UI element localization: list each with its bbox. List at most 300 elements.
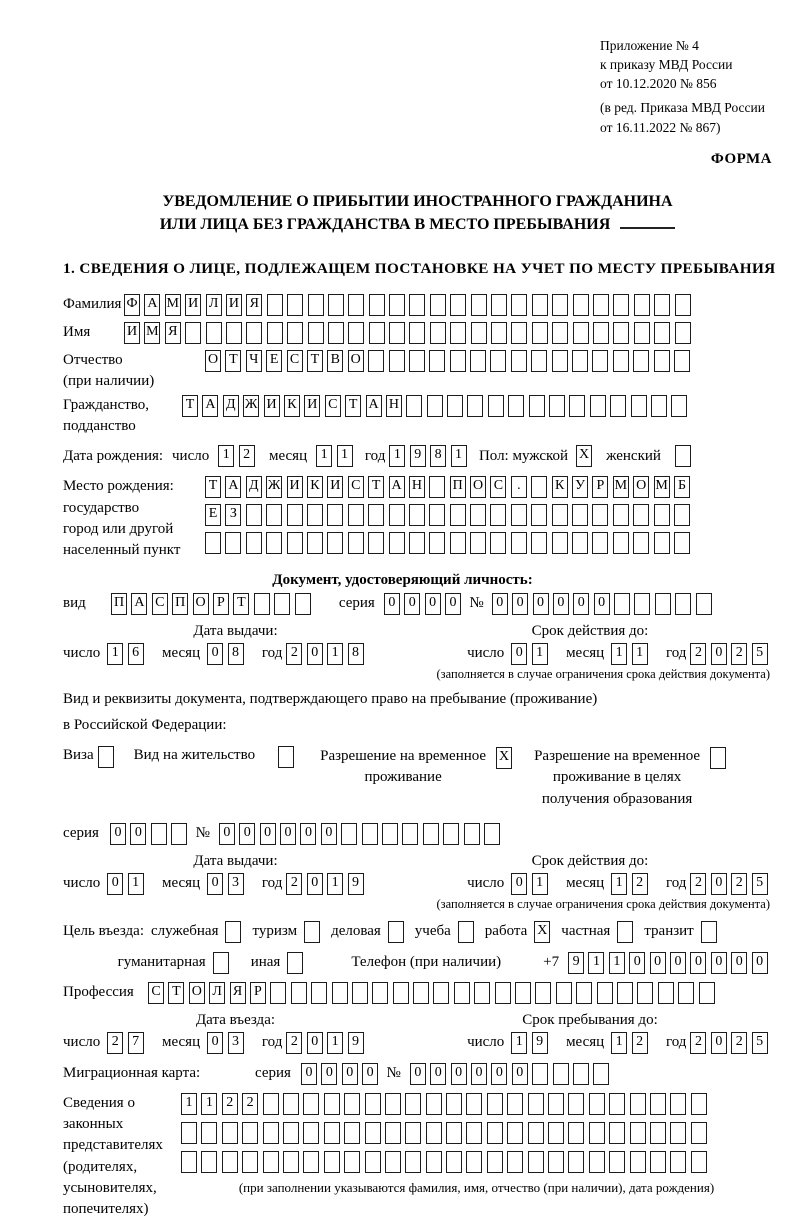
form-cell[interactable]: [609, 1093, 625, 1115]
form-cell[interactable]: [630, 1122, 646, 1144]
form-cell[interactable]: [495, 982, 511, 1004]
form-cell[interactable]: [675, 294, 691, 316]
form-cell[interactable]: [369, 322, 385, 344]
form-cell[interactable]: З: [225, 504, 241, 526]
form-cell[interactable]: [593, 1063, 609, 1085]
form-cell[interactable]: В: [327, 350, 343, 372]
form-cell[interactable]: [470, 532, 486, 554]
form-cell[interactable]: [307, 504, 323, 526]
form-cell[interactable]: [552, 532, 568, 554]
form-cell[interactable]: 0: [301, 1063, 317, 1085]
form-cell[interactable]: 1: [611, 1032, 627, 1054]
form-cell[interactable]: Р: [213, 593, 229, 615]
form-cell[interactable]: Л: [209, 982, 225, 1004]
form-cell[interactable]: Ж: [266, 476, 282, 498]
form-cell[interactable]: 9: [348, 1032, 364, 1054]
form-cell[interactable]: [592, 504, 608, 526]
form-cell[interactable]: [532, 294, 548, 316]
form-cell[interactable]: [267, 294, 283, 316]
form-cell[interactable]: Н: [386, 395, 402, 417]
form-cell[interactable]: [270, 982, 286, 1004]
form-cell[interactable]: [368, 504, 384, 526]
form-cell[interactable]: 2: [690, 873, 706, 895]
form-cell[interactable]: 9: [568, 952, 584, 974]
form-cell[interactable]: 0: [207, 643, 223, 665]
form-cell[interactable]: [670, 1122, 686, 1144]
form-cell[interactable]: 0: [445, 593, 461, 615]
form-cell[interactable]: [613, 322, 629, 344]
form-cell[interactable]: [613, 532, 629, 554]
form-cell[interactable]: [487, 1151, 503, 1173]
form-cell[interactable]: 0: [219, 823, 235, 845]
form-cell[interactable]: 2: [690, 1032, 706, 1054]
form-cell[interactable]: 1: [201, 1093, 217, 1115]
form-cell[interactable]: [474, 982, 490, 1004]
form-cell[interactable]: 7: [128, 1032, 144, 1054]
form-cell[interactable]: 0: [471, 1063, 487, 1085]
form-cell[interactable]: [274, 593, 290, 615]
form-cell[interactable]: 1: [532, 643, 548, 665]
form-cell[interactable]: [429, 350, 445, 372]
temp-residence-education-checkbox[interactable]: [710, 747, 726, 769]
form-cell[interactable]: [589, 1122, 605, 1144]
form-cell[interactable]: 0: [207, 873, 223, 895]
form-cell[interactable]: [181, 1122, 197, 1144]
form-cell[interactable]: 1: [588, 952, 604, 974]
form-cell[interactable]: А: [389, 476, 405, 498]
form-cell[interactable]: Е: [205, 504, 221, 526]
form-cell[interactable]: [328, 322, 344, 344]
form-cell[interactable]: [466, 1093, 482, 1115]
form-cell[interactable]: [430, 294, 446, 316]
form-cell[interactable]: [308, 322, 324, 344]
form-cell[interactable]: [670, 1093, 686, 1115]
official-checkbox[interactable]: [225, 921, 241, 943]
form-cell[interactable]: 1: [451, 445, 467, 467]
form-cell[interactable]: П: [450, 476, 466, 498]
form-cell[interactable]: [287, 504, 303, 526]
form-cell[interactable]: 5: [752, 1032, 768, 1054]
form-cell[interactable]: 0: [511, 643, 527, 665]
form-cell[interactable]: 0: [451, 1063, 467, 1085]
form-cell[interactable]: [303, 1151, 319, 1173]
form-cell[interactable]: [592, 532, 608, 554]
form-cell[interactable]: [303, 1122, 319, 1144]
form-cell[interactable]: [548, 1093, 564, 1115]
form-cell[interactable]: [634, 593, 650, 615]
form-cell[interactable]: [654, 294, 670, 316]
form-cell[interactable]: А: [225, 476, 241, 498]
form-cell[interactable]: [362, 823, 378, 845]
form-cell[interactable]: О: [189, 982, 205, 1004]
form-cell[interactable]: [402, 823, 418, 845]
form-cell[interactable]: 0: [573, 593, 589, 615]
form-cell[interactable]: [307, 532, 323, 554]
form-cell[interactable]: [430, 322, 446, 344]
form-cell[interactable]: [634, 322, 650, 344]
form-cell[interactable]: 0: [307, 643, 323, 665]
tourism-checkbox[interactable]: [304, 921, 320, 943]
form-cell[interactable]: 1: [316, 445, 332, 467]
form-cell[interactable]: С: [148, 982, 164, 1004]
form-cell[interactable]: Я: [230, 982, 246, 1004]
form-cell[interactable]: [466, 1151, 482, 1173]
form-cell[interactable]: 0: [711, 643, 727, 665]
form-cell[interactable]: [552, 294, 568, 316]
form-cell[interactable]: Т: [168, 982, 184, 1004]
form-cell[interactable]: [406, 395, 422, 417]
form-cell[interactable]: [528, 1122, 544, 1144]
visa-checkbox[interactable]: [98, 746, 114, 768]
form-cell[interactable]: 9: [410, 445, 426, 467]
form-cell[interactable]: [368, 532, 384, 554]
form-cell[interactable]: [678, 982, 694, 1004]
form-cell[interactable]: 0: [107, 873, 123, 895]
form-cell[interactable]: [674, 504, 690, 526]
form-cell[interactable]: [511, 322, 527, 344]
form-cell[interactable]: [613, 294, 629, 316]
form-cell[interactable]: [613, 504, 629, 526]
temp-residence-checkbox[interactable]: X: [496, 747, 512, 769]
form-cell[interactable]: [423, 823, 439, 845]
form-cell[interactable]: [633, 350, 649, 372]
form-cell[interactable]: [699, 982, 715, 1004]
form-cell[interactable]: [637, 982, 653, 1004]
form-cell[interactable]: 5: [752, 643, 768, 665]
form-cell[interactable]: [691, 1151, 707, 1173]
form-cell[interactable]: [651, 395, 667, 417]
form-cell[interactable]: [242, 1151, 258, 1173]
form-cell[interactable]: [610, 395, 626, 417]
form-cell[interactable]: И: [226, 294, 242, 316]
form-cell[interactable]: 1: [327, 873, 343, 895]
form-cell[interactable]: 1: [327, 643, 343, 665]
form-cell[interactable]: С: [348, 476, 364, 498]
form-cell[interactable]: [633, 504, 649, 526]
form-cell[interactable]: [484, 823, 500, 845]
form-cell[interactable]: [324, 1151, 340, 1173]
form-cell[interactable]: [324, 1122, 340, 1144]
study-checkbox[interactable]: [458, 921, 474, 943]
form-cell[interactable]: [696, 593, 712, 615]
form-cell[interactable]: 0: [239, 823, 255, 845]
form-cell[interactable]: Т: [307, 350, 323, 372]
form-cell[interactable]: 2: [222, 1093, 238, 1115]
form-cell[interactable]: 2: [690, 643, 706, 665]
form-cell[interactable]: 2: [632, 1032, 648, 1054]
form-cell[interactable]: [654, 532, 670, 554]
form-cell[interactable]: [429, 504, 445, 526]
form-cell[interactable]: [151, 823, 167, 845]
form-cell[interactable]: 6: [128, 643, 144, 665]
form-cell[interactable]: 0: [430, 1063, 446, 1085]
form-cell[interactable]: [409, 350, 425, 372]
form-cell[interactable]: [470, 350, 486, 372]
form-cell[interactable]: Т: [233, 593, 249, 615]
form-cell[interactable]: [614, 593, 630, 615]
form-cell[interactable]: [471, 294, 487, 316]
form-cell[interactable]: 9: [348, 873, 364, 895]
form-cell[interactable]: [450, 532, 466, 554]
form-cell[interactable]: Т: [225, 350, 241, 372]
form-cell[interactable]: А: [131, 593, 147, 615]
form-cell[interactable]: [654, 504, 670, 526]
form-cell[interactable]: [348, 504, 364, 526]
form-cell[interactable]: [291, 982, 307, 1004]
form-cell[interactable]: [327, 532, 343, 554]
form-cell[interactable]: [348, 294, 364, 316]
form-cell[interactable]: [654, 322, 670, 344]
form-cell[interactable]: [552, 350, 568, 372]
form-cell[interactable]: [263, 1093, 279, 1115]
form-cell[interactable]: 0: [342, 1063, 358, 1085]
form-cell[interactable]: И: [124, 322, 140, 344]
form-cell[interactable]: [613, 350, 629, 372]
form-cell[interactable]: 0: [425, 593, 441, 615]
form-cell[interactable]: Л: [206, 294, 222, 316]
form-cell[interactable]: [185, 322, 201, 344]
form-cell[interactable]: [201, 1122, 217, 1144]
form-cell[interactable]: У: [572, 476, 588, 498]
form-cell[interactable]: [548, 1151, 564, 1173]
form-cell[interactable]: [631, 395, 647, 417]
form-cell[interactable]: 0: [670, 952, 686, 974]
form-cell[interactable]: [511, 350, 527, 372]
form-cell[interactable]: [344, 1093, 360, 1115]
form-cell[interactable]: [205, 532, 221, 554]
form-cell[interactable]: [491, 294, 507, 316]
form-cell[interactable]: [266, 504, 282, 526]
form-cell[interactable]: [487, 1093, 503, 1115]
form-cell[interactable]: 1: [389, 445, 405, 467]
form-cell[interactable]: [470, 504, 486, 526]
form-cell[interactable]: [529, 395, 545, 417]
form-cell[interactable]: 8: [348, 643, 364, 665]
form-cell[interactable]: [573, 322, 589, 344]
form-cell[interactable]: 8: [430, 445, 446, 467]
form-cell[interactable]: 0: [491, 1063, 507, 1085]
form-cell[interactable]: [508, 395, 524, 417]
form-cell[interactable]: 1: [181, 1093, 197, 1115]
form-cell[interactable]: [344, 1122, 360, 1144]
form-cell[interactable]: [569, 395, 585, 417]
form-cell[interactable]: 5: [752, 873, 768, 895]
form-cell[interactable]: И: [304, 395, 320, 417]
form-cell[interactable]: И: [185, 294, 201, 316]
form-cell[interactable]: С: [325, 395, 341, 417]
form-cell[interactable]: [427, 395, 443, 417]
form-cell[interactable]: 2: [242, 1093, 258, 1115]
form-cell[interactable]: [511, 294, 527, 316]
form-cell[interactable]: Д: [223, 395, 239, 417]
form-cell[interactable]: [446, 1122, 462, 1144]
form-cell[interactable]: 0: [594, 593, 610, 615]
form-cell[interactable]: [654, 350, 670, 372]
form-cell[interactable]: 1: [218, 445, 234, 467]
form-cell[interactable]: 0: [260, 823, 276, 845]
form-cell[interactable]: [429, 532, 445, 554]
form-cell[interactable]: [491, 322, 507, 344]
form-cell[interactable]: [429, 476, 445, 498]
form-cell[interactable]: 1: [611, 873, 627, 895]
form-cell[interactable]: 0: [321, 823, 337, 845]
form-cell[interactable]: 0: [207, 1032, 223, 1054]
form-cell[interactable]: [263, 1151, 279, 1173]
form-cell[interactable]: [246, 322, 262, 344]
form-cell[interactable]: М: [654, 476, 670, 498]
form-cell[interactable]: 1: [532, 873, 548, 895]
transit-checkbox[interactable]: [701, 921, 717, 943]
work-checkbox[interactable]: X: [534, 921, 550, 943]
form-cell[interactable]: [385, 1093, 401, 1115]
form-cell[interactable]: К: [307, 476, 323, 498]
form-cell[interactable]: А: [202, 395, 218, 417]
other-checkbox[interactable]: [287, 952, 303, 974]
form-cell[interactable]: 3: [228, 1032, 244, 1054]
form-cell[interactable]: [674, 350, 690, 372]
form-cell[interactable]: [528, 1093, 544, 1115]
form-cell[interactable]: [568, 1151, 584, 1173]
form-cell[interactable]: 0: [110, 823, 126, 845]
form-cell[interactable]: [409, 294, 425, 316]
form-cell[interactable]: 0: [629, 952, 645, 974]
form-cell[interactable]: [405, 1151, 421, 1173]
form-cell[interactable]: [675, 322, 691, 344]
form-cell[interactable]: [365, 1151, 381, 1173]
form-cell[interactable]: 0: [711, 952, 727, 974]
form-cell[interactable]: [658, 982, 674, 1004]
form-cell[interactable]: [467, 395, 483, 417]
form-cell[interactable]: [573, 1063, 589, 1085]
form-cell[interactable]: [568, 1122, 584, 1144]
form-cell[interactable]: [206, 322, 222, 344]
form-cell[interactable]: 0: [307, 873, 323, 895]
form-cell[interactable]: [568, 1093, 584, 1115]
form-cell[interactable]: [385, 1122, 401, 1144]
form-cell[interactable]: [369, 294, 385, 316]
business-checkbox[interactable]: [388, 921, 404, 943]
form-cell[interactable]: 2: [731, 873, 747, 895]
form-cell[interactable]: [531, 504, 547, 526]
form-cell[interactable]: [389, 504, 405, 526]
form-cell[interactable]: [535, 982, 551, 1004]
form-cell[interactable]: [454, 982, 470, 1004]
form-cell[interactable]: 0: [690, 952, 706, 974]
form-cell[interactable]: [266, 532, 282, 554]
form-cell[interactable]: Я: [165, 322, 181, 344]
form-cell[interactable]: [267, 322, 283, 344]
form-cell[interactable]: [385, 1151, 401, 1173]
form-cell[interactable]: [589, 1093, 605, 1115]
form-cell[interactable]: 0: [512, 1063, 528, 1085]
form-cell[interactable]: [572, 350, 588, 372]
form-cell[interactable]: [426, 1122, 442, 1144]
form-cell[interactable]: [450, 294, 466, 316]
form-cell[interactable]: 9: [532, 1032, 548, 1054]
form-cell[interactable]: [572, 504, 588, 526]
form-cell[interactable]: 2: [107, 1032, 123, 1054]
form-cell[interactable]: [552, 322, 568, 344]
form-cell[interactable]: 0: [752, 952, 768, 974]
form-cell[interactable]: [327, 504, 343, 526]
form-cell[interactable]: [589, 1151, 605, 1173]
form-cell[interactable]: [389, 532, 405, 554]
form-cell[interactable]: [368, 350, 384, 372]
form-cell[interactable]: [573, 294, 589, 316]
form-cell[interactable]: [389, 322, 405, 344]
form-cell[interactable]: [308, 294, 324, 316]
form-cell[interactable]: Ф: [124, 294, 140, 316]
form-cell[interactable]: 0: [410, 1063, 426, 1085]
form-cell[interactable]: [389, 294, 405, 316]
form-cell[interactable]: [511, 504, 527, 526]
form-cell[interactable]: 0: [280, 823, 296, 845]
form-cell[interactable]: [515, 982, 531, 1004]
form-cell[interactable]: [348, 532, 364, 554]
form-cell[interactable]: [283, 1122, 299, 1144]
form-cell[interactable]: [443, 823, 459, 845]
form-cell[interactable]: 0: [553, 593, 569, 615]
form-cell[interactable]: П: [172, 593, 188, 615]
form-cell[interactable]: [511, 532, 527, 554]
form-cell[interactable]: [655, 593, 671, 615]
private-checkbox[interactable]: [617, 921, 633, 943]
form-cell[interactable]: [225, 532, 241, 554]
form-cell[interactable]: М: [144, 322, 160, 344]
form-cell[interactable]: [490, 504, 506, 526]
form-cell[interactable]: 0: [492, 593, 508, 615]
form-cell[interactable]: [634, 294, 650, 316]
residence-permit-checkbox[interactable]: [278, 746, 294, 768]
form-cell[interactable]: Б: [674, 476, 690, 498]
form-cell[interactable]: 2: [239, 445, 255, 467]
form-cell[interactable]: О: [348, 350, 364, 372]
form-cell[interactable]: 0: [711, 1032, 727, 1054]
form-cell[interactable]: [633, 532, 649, 554]
form-cell[interactable]: [691, 1122, 707, 1144]
form-cell[interactable]: [650, 1122, 666, 1144]
form-cell[interactable]: О: [205, 350, 221, 372]
form-cell[interactable]: [409, 504, 425, 526]
form-cell[interactable]: 1: [511, 1032, 527, 1054]
form-cell[interactable]: [287, 294, 303, 316]
form-cell[interactable]: Р: [250, 982, 266, 1004]
form-cell[interactable]: 8: [228, 643, 244, 665]
form-cell[interactable]: 0: [307, 1032, 323, 1054]
form-cell[interactable]: [433, 982, 449, 1004]
form-cell[interactable]: [466, 1122, 482, 1144]
form-cell[interactable]: [691, 1093, 707, 1115]
form-cell[interactable]: 0: [362, 1063, 378, 1085]
form-cell[interactable]: [352, 982, 368, 1004]
humanitarian-checkbox[interactable]: [213, 952, 229, 974]
form-cell[interactable]: [171, 823, 187, 845]
form-cell[interactable]: [532, 1063, 548, 1085]
form-cell[interactable]: М: [613, 476, 629, 498]
form-cell[interactable]: Ч: [246, 350, 262, 372]
form-cell[interactable]: 1: [609, 952, 625, 974]
form-cell[interactable]: 1: [327, 1032, 343, 1054]
form-cell[interactable]: С: [287, 350, 303, 372]
form-cell[interactable]: [471, 322, 487, 344]
form-cell[interactable]: [549, 395, 565, 417]
form-cell[interactable]: [630, 1151, 646, 1173]
form-cell[interactable]: А: [144, 294, 160, 316]
form-cell[interactable]: [552, 504, 568, 526]
form-cell[interactable]: [671, 395, 687, 417]
form-cell[interactable]: [201, 1151, 217, 1173]
form-cell[interactable]: [592, 350, 608, 372]
